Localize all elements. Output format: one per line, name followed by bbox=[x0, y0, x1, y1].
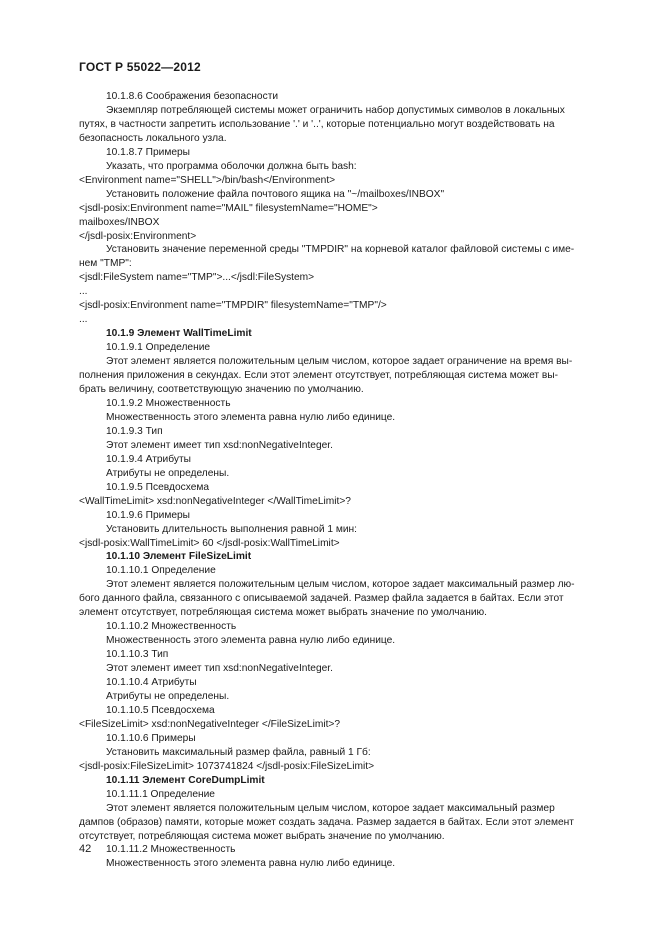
text-line: 10.1.11.1 Определение bbox=[106, 788, 215, 800]
text-line: полнения приложения в секундах. Если этот элемент отсутствует, потребляющая система может вы- bbox=[79, 370, 559, 382]
text-line: ... bbox=[79, 314, 88, 326]
text-line: путях, в частности запретить использование '.' и '..', которые потенциально могут воздействовать на bbox=[79, 118, 555, 130]
text-line: Множественность этого элемента равна нулю либо единице. bbox=[106, 635, 396, 647]
text-line: Указать, что программа оболочки должна быть bash: bbox=[106, 160, 357, 172]
text-line: Этот элемент является положительным целым числом, которое задает максимальный размер лю- bbox=[106, 579, 575, 591]
text-line: безопасность локального узла. bbox=[79, 132, 227, 144]
text-line: <jsdl-posix:Environment name="MAIL" filesystemName="HOME"> bbox=[79, 202, 378, 214]
text-line: Этот элемент является положительным целым числом, которое задает максимальный размер bbox=[106, 802, 555, 814]
text-line: 10.1.8.7 Примеры bbox=[106, 146, 190, 158]
page-number: 42 bbox=[79, 843, 92, 855]
text-line: <jsdl:FileSystem name="TMP">...</jsdl:FileSystem> bbox=[79, 272, 315, 284]
text-line: 10.1.10.4 Атрибуты bbox=[106, 677, 197, 689]
text-line: 10.1.9.2 Множественность bbox=[106, 397, 231, 409]
text-line: Установить длительность выполнения равной 1 мин: bbox=[106, 523, 357, 535]
text-line: </jsdl-posix:Environment> bbox=[79, 230, 197, 242]
text-line: Множественность этого элемента равна нулю либо единице. bbox=[106, 411, 396, 423]
text-line: 10.1.9.6 Примеры bbox=[106, 509, 190, 521]
section-heading: 10.1.9 Элемент WallTimeLimit bbox=[106, 328, 252, 340]
document-body bbox=[79, 90, 615, 871]
text-line: элемент отсутствует, потребляющая система может выбрать значение по умолчанию. bbox=[79, 607, 487, 619]
text-line: Этот элемент имеет тип xsd:nonNegativeInteger. bbox=[106, 439, 333, 451]
text-line: Установить положение файла почтового ящика на "~/mailboxes/INBOX" bbox=[106, 188, 445, 200]
text-line: бого данного файла, связанного с описываемой задачей. Размер файла задается в байтах. Если этот bbox=[79, 593, 564, 605]
text-line: <jsdl-posix:WallTimeLimit> 60 </jsdl-posix:WallTimeLimit> bbox=[79, 537, 340, 549]
text-line: 10.1.10.6 Примеры bbox=[106, 732, 196, 744]
text-line: Множественность этого элемента равна нулю либо единице. bbox=[106, 858, 396, 870]
text-line: брать величину, соответствующую значению по умолчанию. bbox=[79, 384, 364, 396]
text-line: отсутствует, потребляющая система может выбрать значение по умолчанию. bbox=[79, 830, 445, 842]
text-line: 10.1.9.1 Определение bbox=[106, 342, 211, 354]
text-line: Атрибуты не определены. bbox=[106, 690, 230, 702]
text-line: 10.1.8.6 Соображения безопасности bbox=[106, 91, 279, 102]
text-line: 10.1.10.1 Определение bbox=[106, 565, 216, 577]
section-heading: 10.1.11 Элемент CoreDumpLimit bbox=[106, 774, 265, 786]
text-line: Этот элемент имеет тип xsd:nonNegativeInteger. bbox=[106, 663, 333, 675]
text-line: нем "TMP": bbox=[79, 258, 132, 270]
text-line: 10.1.10.5 Псевдосхема bbox=[106, 704, 215, 716]
text-line: 10.1.11.2 Множественность bbox=[106, 844, 236, 856]
text-line: Установить значение переменной среды "TMPDIR" на корневой каталог файловой системы с име- bbox=[106, 244, 575, 256]
text-line: 10.1.10.3 Тип bbox=[106, 649, 169, 661]
text-line: mailboxes/INBOX bbox=[79, 216, 160, 228]
text-line: <jsdl-posix:Environment name="TMPDIR" filesystemName="TMP"/> bbox=[79, 300, 387, 312]
text-line: 10.1.9.4 Атрибуты bbox=[106, 453, 191, 465]
text-line: 10.1.9.3 Тип bbox=[106, 425, 163, 437]
text-line: 10.1.9.5 Псевдосхема bbox=[106, 481, 210, 493]
section-heading: 10.1.10 Элемент FileSizeLimit bbox=[106, 551, 252, 563]
text-line: Установить максимальный размер файла, равный 1 Гб: bbox=[106, 746, 371, 758]
text-line: <Environment name="SHELL">/bin/bash</Environment> bbox=[79, 174, 336, 186]
text-line: Атрибуты не определены. bbox=[106, 467, 230, 479]
document-header: ГОСТ Р 55022—2012 bbox=[79, 60, 201, 74]
text-line: Этот элемент является положительным целым числом, которое задает ограничение на время вы- bbox=[106, 356, 573, 368]
text-line: ... bbox=[79, 286, 88, 298]
text-line: <FileSizeLimit> xsd:nonNegativeInteger </FileSizeLimit>? bbox=[79, 718, 341, 730]
text-line: <WallTimeLimit> xsd:nonNegativeInteger </WallTimeLimit>? bbox=[79, 495, 351, 507]
text-line: <jsdl-posix:FileSizeLimit> 1073741824 </jsdl-posix:FileSizeLimit> bbox=[79, 760, 375, 772]
text-line: Экземпляр потребляющей системы может ограничить набор допустимых символов в локальных bbox=[106, 104, 565, 116]
text-line: дампов (образов) памяти, которые может создать задача. Размер задается в байтах. Если этот элемент bbox=[79, 816, 574, 828]
text-line: 10.1.10.2 Множественность bbox=[106, 621, 237, 633]
